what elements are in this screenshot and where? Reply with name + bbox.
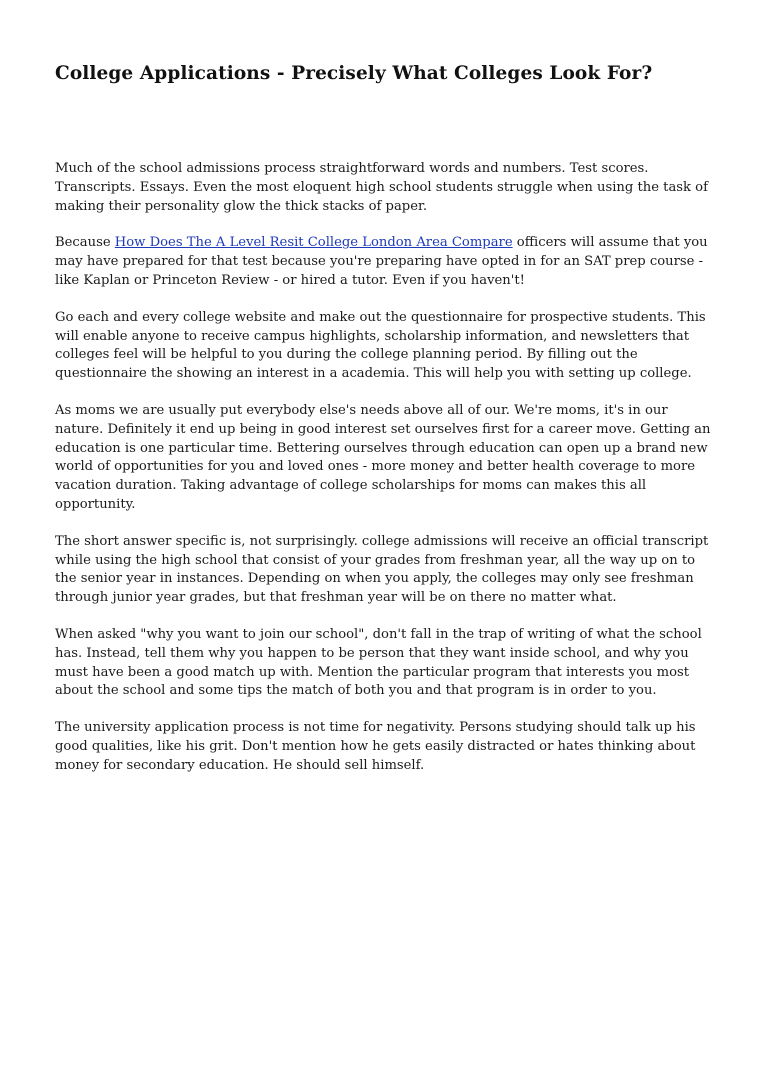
document-page: [55, 60, 715, 794]
paragraph: Much of the school admissions process straightforward words and numbers. Test scores. Transcripts. Essays. Even the most eloquent high school students struggle when using the task of making their personality glow the thick stacks of paper.: [55, 161, 708, 214]
paragraph-text-before-link: Because: [55, 235, 115, 251]
paragraph: Go each and every college website and make out the questionnaire for prospective students. This will enable anyone to receive campus highlights, scholarship information, and newsletters that colleges feel will be helpful to you during the college planning period. By filling out the questionnaire the showing an interest in a academia. This will help you with setting up college.: [55, 309, 706, 382]
paragraph: As moms we are usually put everybody else's needs above all of our. We're moms, it's in our nature. Definitely it end up being in good interest set ourselves first for a career move. Getting an education is one particular time. Bettering ourselves through education can open up a brand new world of opportunities for you and loved ones - more money and better health coverage to more vacation duration. Taking advantage of college scholarships for moms can makes this all opportunity.: [55, 402, 711, 512]
paragraph: When asked "why you want to join our school", don't fall in the trap of writing of what the school has. Instead, tell them why you happen to be person that they want inside school, and why you must have been a good match up with. Mention the particular program that interests you most about the school and some tips the match of both you and that program is in order to you.: [55, 626, 702, 699]
document-body: [55, 160, 715, 776]
paragraph-with-link: [55, 234, 715, 290]
paragraph: The short answer specific is, not surprisingly. college admissions will receive an official transcript while using the high school that consist of your grades from freshman year, all the way up on to the senior year in instances. Depending on when you apply, the colleges may only see freshman through junior year grades, but that freshman year will be on there no matter what.: [55, 533, 709, 606]
page-title: College Applications - Precisely What Colleges Look For?: [55, 63, 653, 84]
paragraph-text-after-link: officers will assume that you may have prepared for that test because you're preparing have opted in for an SAT prep course - like Kaplan or Princeton Review - or hired a tutor. Even if you haven't!: [55, 235, 708, 288]
article-link[interactable]: How Does The A Level Resit College London Area Compare: [114, 235, 513, 251]
paragraph: The university application process is not time for negativity. Persons studying should talk up his good qualities, like his grit. Don't mention how he gets easily distracted or hates thinking about money for secondary education. He should sell himself.: [55, 720, 696, 773]
